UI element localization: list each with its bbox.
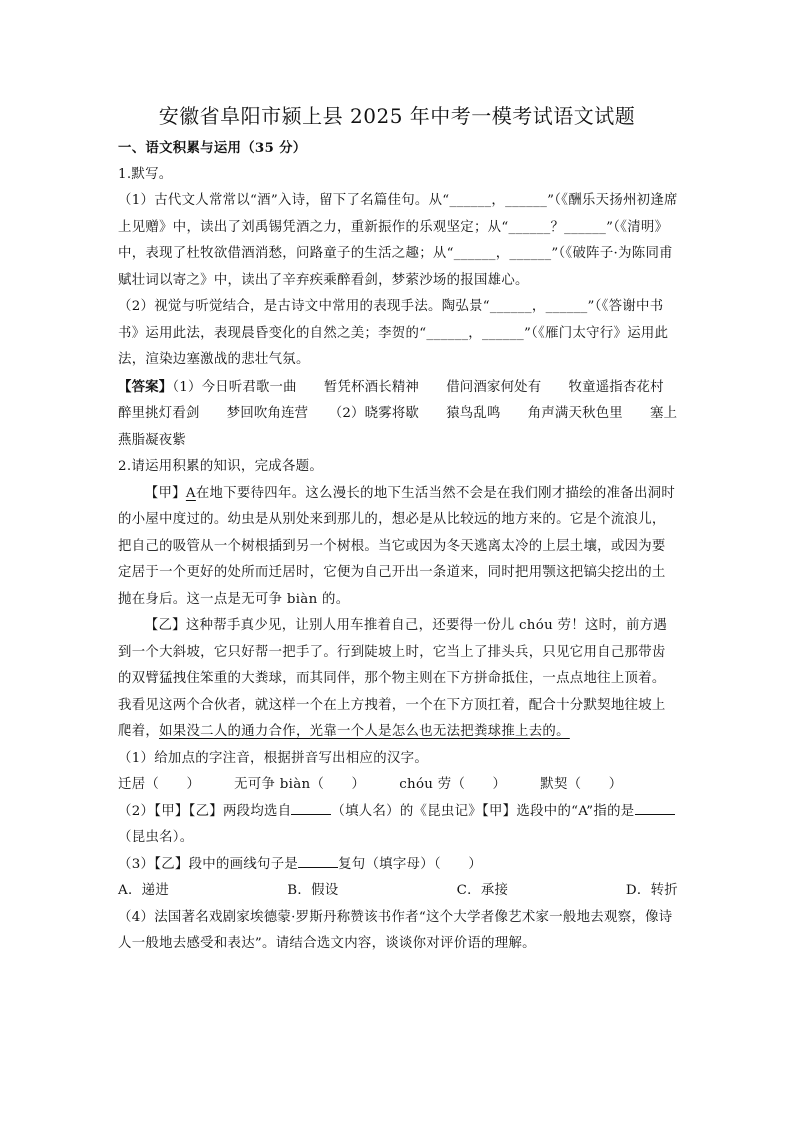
passage-yi-label: 【乙】 [144, 618, 186, 633]
sub-question-3 [118, 852, 678, 879]
sub-question-2-text-a: （2）【甲】【乙】两段均选自 [118, 803, 292, 819]
sub-question-2 [118, 799, 678, 852]
answer-label: 【答案】 [118, 378, 173, 395]
exam-content [118, 135, 691, 958]
sub-question-2-text-c: （昆虫名）。 [118, 830, 194, 845]
passage-yi-text: 这种帮手真少见，让别人用车推着自己，还要得一份儿 chóu 劳！这时，前方遇到一个大斜坡，它只好帮一把手了。行到陡坡上时，它当上了排头兵，只见它用自己那带齿的双臂猛拽住笨重的大粪球，而其同伴，那个物主则在下方拼命抵住，一点点地往上顶着。我看见这两个合伙者，就这样一个在上方拽着，一个在下方顶扛着，配合十分默契地往坡上爬着， [118, 618, 668, 739]
passage-jia-a-marker: A [185, 485, 196, 501]
passage-yi-underlined-sentence: 如果没二人的通力合作，光靠一个人是怎么也无法把粪球推上去的。 [159, 724, 570, 739]
passage-jia [118, 481, 678, 614]
pinyin-item: 迁居（ ） [118, 777, 201, 792]
pinyin-item: chóu 劳（ ） [399, 777, 507, 792]
options-row [118, 878, 678, 905]
pinyin-item: 无可争 biàn（ ） [234, 777, 366, 792]
pinyin-items-row [118, 772, 678, 799]
option-b[interactable]: B．假设 [287, 883, 339, 898]
option-c[interactable]: C．承接 [456, 883, 509, 898]
answer-blank[interactable] [298, 854, 338, 868]
question-1-part-1: （1）古代文人常常以“酒”入诗，留下了名篇佳句。从“______，______”（《酬乐天扬州初逢席上见赠》中，读出了刘禹锡凭酒之力，重新振作的乐观坚定；从“______？______”（《清明》中，表现了杜牧欲借酒消愁，问路童子的生活之趣；从“______，______”（《破阵子·为陈同甫赋壮词以寄之》中，读出了辛弃疾乘醉看剑，梦萦沙场的报国雄心。 [118, 193, 678, 288]
passage-yi [118, 613, 678, 746]
answer-text: （1）今日听君歌一曲 暂凭杯酒长精神 借问酒家何处有 牧童遥指杏花村 醉里挑灯看剑 梦回吹角连营 （2）晓雾将歇 猿鸟乱鸣 角声满天秋色里 塞上燕脂凝夜紫 [118, 379, 691, 448]
section-heading: 一、语文积累与运用（35 分） [118, 140, 307, 156]
passage-jia-text: 在地下要待四年。这么漫长的地下生活当然不会是在我们刚才描绘的准备出洞时的小屋中度过的。幼虫是从别处来到那儿的，想必是从比较远的地方来的。它是个流浪儿，把自己的吸管从一个树根插到另一个树根。当它或因为冬天逃离太冷的上层土壤，或因为要定居于一个更好的处所而迁居时，它便为自己开出一条道来，同时把用颚这把镐尖挖出的土抛在身后。这一点是无可争 biàn 的。 [118, 485, 676, 607]
question-1-part-2: （2）视觉与听觉结合，是古诗文中常用的表现手法。陶弘景“______，______”（《答谢中书书》运用此法，表现晨昏变化的自然之美；李贺的“______，______”（《雁门太守行》运用此法，渲染边塞激战的悲壮气氛。 [118, 299, 669, 367]
pinyin-item: 默契（ ） [540, 777, 623, 792]
option-a[interactable]: A．递进 [118, 883, 170, 898]
answer-blank[interactable] [291, 801, 331, 815]
answer-blank[interactable] [635, 801, 675, 815]
option-d[interactable]: D．转折 [625, 883, 678, 898]
sub-question-1: （1）给加点的字注音，根据拼音写出相应的汉字。 [118, 750, 429, 766]
answer-block [118, 374, 691, 455]
question-2-heading: 2.请运用积累的知识，完成各题。 [118, 459, 324, 474]
sub-question-2-text-b: （填人名）的《昆虫记》【甲】选段中的“A”指的是 [331, 803, 635, 819]
sub-question-3-text-a: （3）【乙】段中的画线句子是 [118, 856, 299, 872]
passage-jia-label: 【甲】 [144, 485, 186, 501]
sub-question-3-text-b: 复句（填字母）（ ） [338, 856, 483, 872]
sub-question-4: （4）法国著名戏剧家埃德蒙·罗斯丹称赞该书作者“这个大学者像艺术家一般地去观察，像诗人一般地去感受和表达”。请结合选文内容，谈谈你对评价语的理解。 [118, 909, 673, 951]
page-title: 安徽省阜阳市颍上县 2025 年中考一模考试语文试题 [158, 104, 636, 128]
question-1-heading: 1.默写。 [118, 166, 173, 182]
